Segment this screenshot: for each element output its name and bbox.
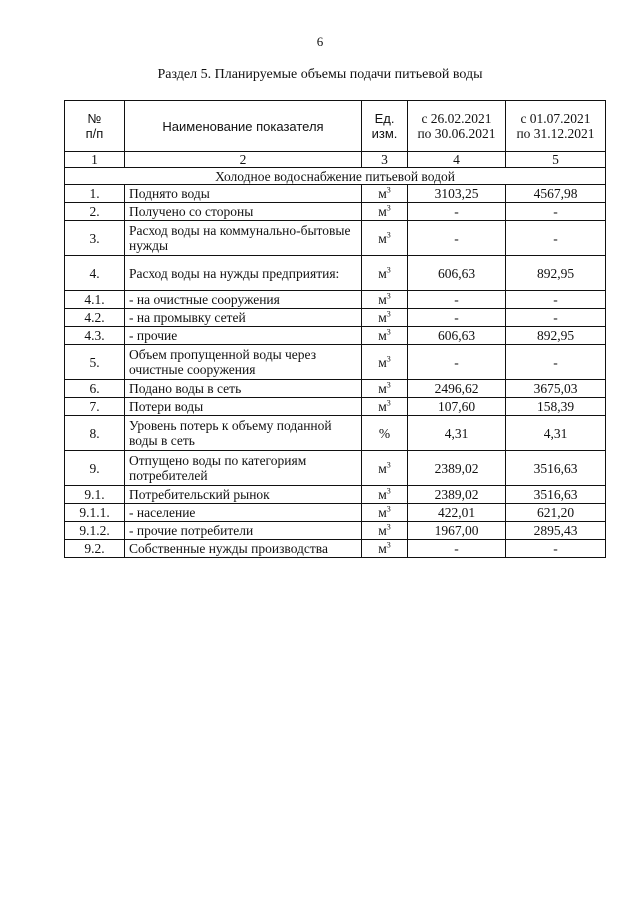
indicator-name: - прочие потребители [125,522,362,540]
column-number: 4 [408,152,506,168]
indicator-name: - на промывку сетей [125,309,362,327]
unit-cell [362,221,408,256]
group-title: Холодное водоснабжение питьевой водой [65,168,606,185]
header-period1-line1: с 26.02.2021 [421,111,492,126]
row-number: 8. [65,416,125,451]
value-period2: 3516,63 [506,486,606,504]
value-period2: 892,95 [506,256,606,291]
indicator-name: Потребительский рынок [125,486,362,504]
unit-cell [362,256,408,291]
row-number: 3. [65,221,125,256]
column-number: 5 [506,152,606,168]
unit-base: м [378,460,387,476]
unit-cell [362,380,408,398]
unit-base: м [378,523,387,538]
value-period2: 2895,43 [506,522,606,540]
unit-exponent: 3 [386,460,391,469]
water-supply-table [64,100,606,558]
row-number: 5. [65,345,125,380]
table-row [65,398,606,416]
header-period1-line2: по 30.06.2021 [417,126,496,141]
unit-cell [362,345,408,380]
indicator-name: - население [125,504,362,522]
value-period1: - [408,291,506,309]
indicator-name: Отпущено воды по категориям потребителей [125,451,362,486]
value-period2: 158,39 [506,398,606,416]
header-num [65,101,125,152]
unit-base: м [378,354,387,370]
unit-base: м [378,186,387,201]
indicator-name: Подано воды в сеть [125,380,362,398]
table-row [65,221,606,256]
row-number: 9. [65,451,125,486]
unit-cell [362,327,408,345]
row-number: 6. [65,380,125,398]
header-row [65,101,606,152]
value-period1: 606,63 [408,256,506,291]
row-number: 7. [65,398,125,416]
indicator-name: Собственные нужды производства [125,540,362,558]
unit-exponent: 3 [386,265,391,274]
unit-cell [362,398,408,416]
value-period2: 4567,98 [506,185,606,203]
value-period2: 892,95 [506,327,606,345]
value-period2: 3516,63 [506,451,606,486]
page-number: 6 [316,34,324,49]
value-period2: - [506,291,606,309]
unit-exponent: 3 [386,398,391,408]
header-period1 [408,101,506,152]
section-title: Раздел 5. Планируемые объемы подачи питьевой воды [157,67,483,82]
unit-exponent: 3 [386,291,391,301]
unit-exponent: 3 [386,504,391,514]
header-num-line1: № [87,111,102,126]
unit-exponent: 3 [386,327,391,337]
unit-cell [362,309,408,327]
group-row [65,168,606,185]
indicator-name: Расход воды на коммунально-бытовые нужды [125,221,362,256]
table-row [65,203,606,221]
unit-base: м [378,230,387,246]
unit-exponent: 3 [386,309,391,319]
table-row [65,380,606,398]
row-number: 9.2. [65,540,125,558]
unit-cell: % [362,416,408,451]
unit-base: м [378,541,387,556]
header-unit [362,101,408,152]
value-period1: - [408,203,506,221]
header-name: Наименование показателя [125,101,362,152]
unit-cell [362,486,408,504]
indicator-name: - прочие [125,327,362,345]
table-row [65,291,606,309]
value-period1: 4,31 [408,416,506,451]
value-period1: 3103,25 [408,185,506,203]
value-period2: - [506,203,606,221]
table-row [65,256,606,291]
row-number: 9.1.1. [65,504,125,522]
unit-base: м [378,265,387,281]
column-number: 3 [362,152,408,168]
value-period2: 621,20 [506,504,606,522]
unit-exponent: 3 [386,486,391,496]
header-unit-line1: Ед. [374,111,395,126]
value-period1: 2389,02 [408,486,506,504]
unit-cell [362,504,408,522]
value-period2: 4,31 [506,416,606,451]
unit-exponent: 3 [386,380,391,390]
unit-exponent: 3 [386,230,391,239]
unit-base: м [378,310,387,325]
unit-exponent: 3 [386,354,391,363]
value-period1: - [408,221,506,256]
indicator-name: Поднято воды [125,185,362,203]
row-number: 2. [65,203,125,221]
value-period1: 2389,02 [408,451,506,486]
indicator-name: Объем пропущенной воды через очистные сооружения [125,345,362,380]
table-row [65,345,606,380]
header-period2-line2: по 31.12.2021 [516,126,595,141]
row-number: 4. [65,256,125,291]
row-number: 4.2. [65,309,125,327]
indicator-name: Получено со стороны [125,203,362,221]
table-body [65,185,606,558]
unit-cell [362,185,408,203]
column-number: 1 [65,152,125,168]
unit-exponent: 3 [386,185,391,195]
unit-base: м [378,204,387,219]
table-row [65,309,606,327]
column-number: 2 [125,152,362,168]
header-unit-line2: изм. [371,126,398,141]
value-period1: 1967,00 [408,522,506,540]
unit-exponent: 3 [386,203,391,213]
table-row [65,504,606,522]
indicator-name: - на очистные сооружения [125,291,362,309]
value-period1: 606,63 [408,327,506,345]
table-row [65,416,606,451]
value-period2: - [506,540,606,558]
table-row [65,486,606,504]
row-number: 9.1.2. [65,522,125,540]
value-period2: - [506,221,606,256]
indicator-name: Расход воды на нужды предприятия: [125,256,362,291]
unit-base: м [378,399,387,414]
unit-base: м [378,505,387,520]
table-row [65,327,606,345]
unit-cell [362,451,408,486]
unit-exponent: 3 [386,540,391,550]
unit-cell [362,203,408,221]
header-period2 [506,101,606,152]
unit-cell [362,540,408,558]
indicator-name: Уровень потерь к объему поданной воды в сеть [125,416,362,451]
unit-base: м [378,292,387,307]
value-period2: - [506,345,606,380]
value-period1: - [408,540,506,558]
unit-cell [362,291,408,309]
unit-base: м [378,487,387,502]
indicator-name: Потери воды [125,398,362,416]
header-num-line2: п/п [85,126,104,141]
value-period1: 107,60 [408,398,506,416]
value-period1: - [408,309,506,327]
unit-cell [362,522,408,540]
row-number: 4.1. [65,291,125,309]
unit-base: м [378,381,387,396]
table-row [65,185,606,203]
table-row [65,540,606,558]
header-period2-line1: с 01.07.2021 [520,111,591,126]
column-number-row [65,152,606,168]
unit-exponent: 3 [386,522,391,532]
unit-base: м [378,328,387,343]
value-period1: 2496,62 [408,380,506,398]
table-row [65,451,606,486]
row-number: 1. [65,185,125,203]
value-period2: - [506,309,606,327]
value-period1: - [408,345,506,380]
value-period2: 3675,03 [506,380,606,398]
value-period1: 422,01 [408,504,506,522]
row-number: 9.1. [65,486,125,504]
table-row [65,522,606,540]
row-number: 4.3. [65,327,125,345]
